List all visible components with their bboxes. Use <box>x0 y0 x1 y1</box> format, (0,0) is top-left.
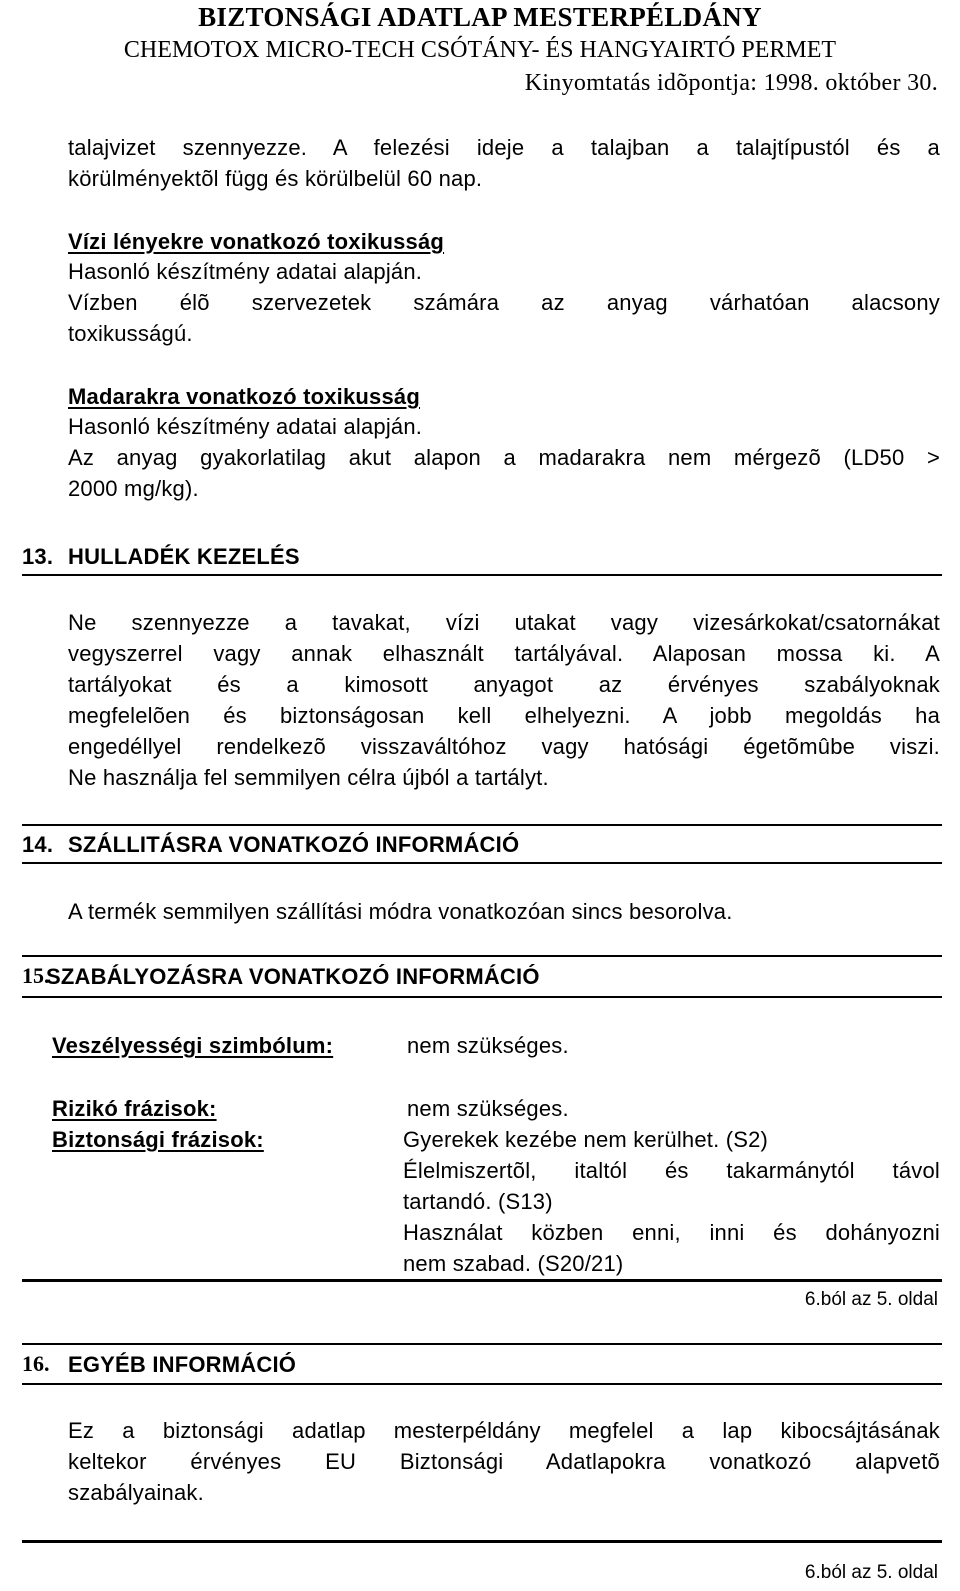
section-13-line-4: megfelelõen és biztonságosan kell elhelyezni. A jobb megoldás ha <box>68 703 940 728</box>
print-date: Kinyomtatás idõpontja: 1998. október 30. <box>524 70 938 96</box>
hazard-symbol-label: Veszélyességi szimbólum: <box>52 1033 334 1058</box>
bird-toxicity-heading: Madarakra vonatkozó toxikusság <box>68 384 421 409</box>
aquatic-text-line-2: Vízben élõ szervezetek számára az anyag várhatóan alacsony <box>68 290 940 315</box>
section-16-line-2: keltekor érvényes EU Biztonsági Adatlapokra vonatkozó alapvetõ <box>68 1449 940 1474</box>
section-16-title: EGYÉB INFORMÁCIÓ <box>68 1352 297 1377</box>
section-14-top-rule <box>22 824 942 826</box>
section-13-rule <box>22 574 942 576</box>
aquatic-text-line-1: Hasonló készítmény adatai alapján. <box>68 259 423 284</box>
section-16-line-3: szabályainak. <box>68 1480 204 1505</box>
soil-text-line-1: talajvizet szennyezze. A felezési ideje a talajban a talajtípustól és a <box>68 135 940 160</box>
aquatic-toxicity-heading: Vízi lényekre vonatkozó toxikusság <box>68 229 445 254</box>
safety-phrase-line-2: Élelmiszertõl, italtól és takarmánytól távol <box>403 1158 940 1183</box>
aquatic-text-line-3: toxikusságú. <box>68 321 193 346</box>
section-13-line-2: vegyszerrel vagy annak elhasznált tartályával. Alaposan mossa ki. A <box>68 641 940 666</box>
section-16-number: 16. <box>22 1351 50 1376</box>
safety-phrase-line-4: Használat közben enni, inni és dohányozni <box>403 1220 940 1245</box>
section-15-title: SZABÁLYOZÁSRA VONATKOZÓ INFORMÁCIÓ <box>46 964 540 989</box>
safety-phrases-label: Biztonsági frázisok: <box>52 1127 264 1152</box>
bird-text-line-3: 2000 mg/kg). <box>68 476 199 501</box>
section-15-rule <box>22 996 942 998</box>
page-number-2: 6.ból az 5. oldal <box>804 1562 938 1583</box>
section-14-text: A termék semmilyen szállítási módra vonatkozóan sincs besorolva. <box>68 899 733 924</box>
section-16-top-rule <box>22 1343 942 1345</box>
section-13-number: 13. <box>22 544 54 569</box>
document-title: BIZTONSÁGI ADATLAP MESTERPÉLDÁNY <box>198 2 762 32</box>
section-16-line-1: Ez a biztonsági adatlap mesterpéldány megfelel a lap kibocsájtásának <box>68 1418 940 1443</box>
section-13-line-5: engedéllyel rendelkezõ visszaváltóhoz vagy hatósági égetõmûbe viszi. <box>68 734 940 759</box>
soil-text-line-2: körülményektõl függ és körülbelül 60 nap. <box>68 166 483 191</box>
risk-phrases-label: Rizikó frázisok: <box>52 1096 217 1121</box>
section-16-rule <box>22 1383 942 1385</box>
page-footer-rule-2 <box>22 1540 942 1543</box>
bird-text-line-2: Az anyag gyakorlatilag akut alapon a madarakra nem mérgezõ (LD50 > <box>68 445 940 470</box>
bird-text-line-1: Hasonló készítmény adatai alapján. <box>68 414 423 439</box>
safety-phrase-line-3: tartandó. (S13) <box>403 1189 553 1214</box>
section-13-line-6: Ne használja fel semmilyen célra újból a tartályt. <box>68 765 549 790</box>
page-footer-rule <box>22 1279 942 1282</box>
safety-phrase-line-1: Gyerekek kezébe nem kerülhet. (S2) <box>403 1127 769 1152</box>
safety-phrase-line-5: nem szabad. (S20/21) <box>403 1251 624 1276</box>
section-14-number: 14. <box>22 832 54 857</box>
risk-phrases-value: nem szükséges. <box>407 1096 569 1121</box>
section-13-line-1: Ne szennyezze a tavakat, vízi utakat vagy vizesárkokat/csatornákat <box>68 610 940 635</box>
section-14-title: SZÁLLITÁSRA VONATKOZÓ INFORMÁCIÓ <box>68 832 520 857</box>
section-15-top-rule <box>22 955 942 957</box>
product-name: CHEMOTOX MICRO-TECH CSÓTÁNY- ÉS HANGYAIRTÓ PERMET <box>123 37 837 63</box>
section-15-number: 15. <box>22 963 50 988</box>
section-13-title: HULLADÉK KEZELÉS <box>68 544 300 569</box>
section-14-rule <box>22 862 942 864</box>
hazard-symbol-value: nem szükséges. <box>407 1033 569 1058</box>
section-13-line-3: tartályokat és a kimosott anyagot az érvényes szabályoknak <box>68 672 940 697</box>
page-number: 6.ból az 5. oldal <box>804 1289 938 1310</box>
